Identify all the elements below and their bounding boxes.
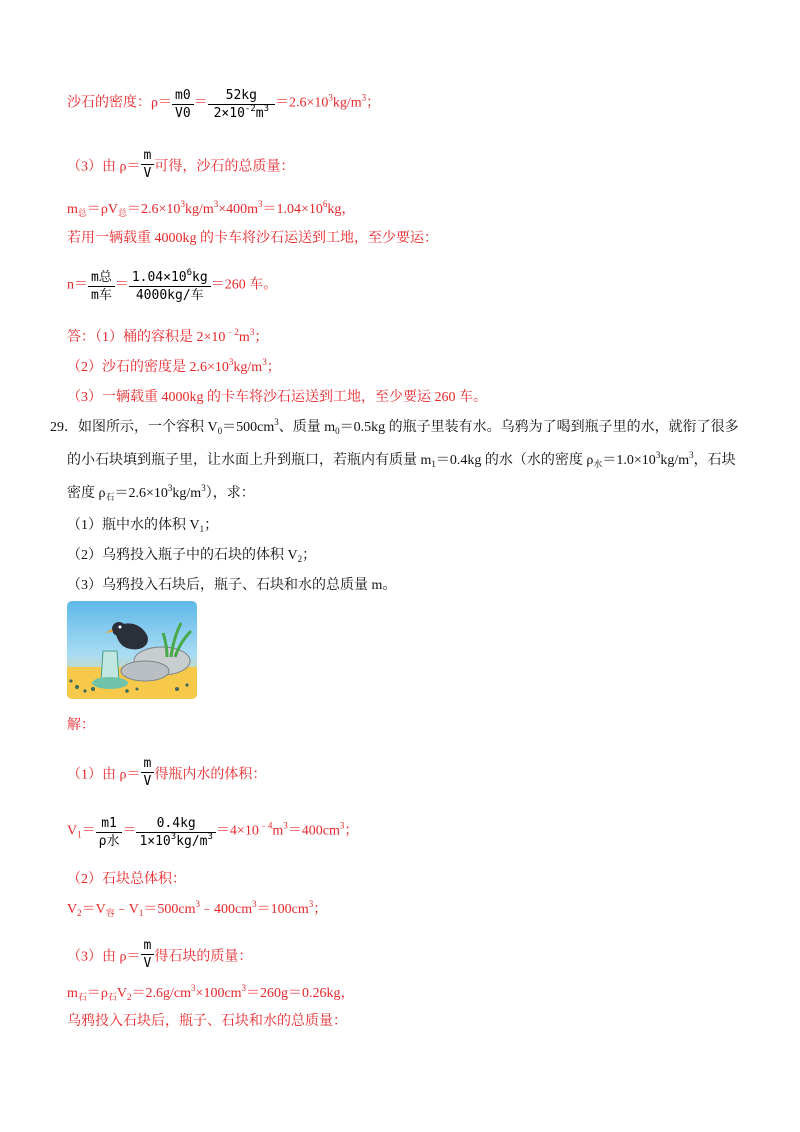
- exponent: 3: [274, 417, 279, 427]
- text: （2）乌鸦投入瓶子中的石块的体积 V: [67, 548, 298, 563]
- text: kg，: [327, 202, 356, 217]
- density-line: [67, 86, 380, 121]
- subscript: 1: [77, 829, 82, 840]
- text: kg/m: [184, 202, 214, 217]
- final-line: 乌鸦投入石块后，瓶子、石块和水的总质量：: [67, 1014, 347, 1029]
- text: ＝100cm: [256, 902, 309, 917]
- text: ＝500cm: [222, 420, 275, 435]
- fraction-denominator: 4000kg/车: [135, 288, 204, 303]
- text: 的小石块填到瓶子里，让水面上升到瓶口，若瓶内有质量 m: [67, 453, 432, 468]
- trips-line: [67, 268, 277, 303]
- crow-bottle-illustration: [67, 601, 197, 699]
- exponent: 3: [689, 450, 694, 460]
- text: m: [272, 823, 284, 839]
- subscript: 1: [431, 459, 436, 469]
- subscript: 0: [217, 426, 223, 436]
- solution-3-line: [67, 940, 252, 975]
- bottle-base: [92, 677, 128, 689]
- den-unit-exponent: 3: [263, 104, 270, 114]
- text: ；: [344, 823, 359, 839]
- text: kg/m: [172, 486, 202, 501]
- subscript: 2: [127, 992, 132, 1002]
- den-exponent: -2: [244, 104, 256, 114]
- exponent: 3: [283, 820, 288, 831]
- fraction-numerator: m: [141, 938, 155, 955]
- text: ），求：: [205, 486, 255, 501]
- exponent: 3: [252, 899, 257, 909]
- equals-sign: ＝: [114, 277, 129, 293]
- exponent: 3: [191, 983, 196, 993]
- fraction-denominator: V: [143, 166, 152, 181]
- text: 得瓶内水的体积：: [154, 767, 267, 783]
- text: ＝0.4kg 的水（水的密度 ρ: [435, 453, 594, 468]
- fraction-numerator: m: [141, 756, 155, 773]
- subscript: 容: [105, 908, 115, 918]
- subscript: 2: [297, 554, 303, 564]
- fraction-denominator: V: [143, 774, 152, 789]
- solution-label: 解：: [67, 718, 95, 733]
- fraction-numerator: [129, 270, 211, 287]
- text: V: [67, 823, 78, 839]
- text: V: [116, 986, 128, 1001]
- fraction-denominator: ρ水: [98, 834, 120, 849]
- text: ＝1.04×10: [262, 202, 323, 217]
- equals-sign: ＝: [193, 95, 208, 111]
- exponent: 3: [213, 199, 219, 209]
- exponent: 3: [262, 357, 267, 367]
- text: ＝1.0×10: [602, 453, 656, 468]
- punctuation: ；: [366, 95, 381, 111]
- step3-fraction: [141, 148, 155, 183]
- text: （1）由 ρ＝: [67, 767, 141, 783]
- trips-fraction-1: [88, 270, 115, 305]
- den-unit: kg/m: [176, 834, 208, 849]
- bottle-icon: [101, 651, 119, 681]
- fraction-numerator: m总: [88, 270, 115, 287]
- subscript: 2: [77, 908, 82, 918]
- rock-2: [121, 661, 169, 681]
- question-29-line-2: [67, 451, 736, 471]
- exponent: 3: [180, 199, 185, 209]
- subscript: 0: [335, 426, 340, 436]
- equals-sign: ＝: [81, 823, 96, 839]
- subscript: 石: [105, 492, 115, 502]
- text: ×100cm: [195, 986, 242, 1001]
- text: m: [67, 202, 78, 217]
- stone-mass-line: [67, 984, 355, 1004]
- den-base: 2×10: [213, 106, 245, 121]
- subscript: 水: [593, 459, 603, 469]
- exponent: 3: [249, 327, 255, 337]
- text: ；: [254, 330, 269, 345]
- text: ＝4×10: [215, 823, 259, 839]
- exponent: 3: [339, 820, 345, 831]
- text: ＝260g＝0.26kg，: [246, 986, 355, 1001]
- fraction-denominator: [208, 105, 275, 123]
- text: ﹣V: [114, 902, 139, 917]
- n-prefix: n＝: [67, 277, 88, 293]
- num-exponent: 6: [186, 268, 193, 278]
- step3-suffix: 可得，沙石的总质量：: [154, 159, 295, 175]
- solution-3-fraction: [141, 938, 155, 973]
- text: 得石块的质量：: [154, 949, 253, 965]
- text: 29．如图所示，一个容积 V: [50, 420, 218, 435]
- text: ＝500cm: [143, 902, 196, 917]
- fraction-numerator: 0.4kg: [136, 816, 215, 833]
- text: kg/m: [233, 360, 263, 375]
- text: 密度 ρ: [67, 486, 106, 501]
- answer-3: （3）一辆载重 4000kg 的卡车将沙石运送到工地，至少要运 260 车。: [67, 390, 487, 405]
- subscript: 总: [77, 208, 87, 218]
- text: （2）沙石的密度是 2.6×10: [67, 360, 229, 375]
- solution-1-fraction: [141, 756, 155, 791]
- density-label: 沙石的密度：ρ＝: [67, 95, 172, 111]
- den-unit-exponent: 3: [207, 832, 213, 842]
- exponent: 3: [195, 899, 200, 909]
- text: ＝V: [81, 902, 106, 917]
- exponent: 3: [167, 483, 173, 493]
- text: 答：（1）桶的容积是 2×10: [67, 330, 226, 345]
- v1-line: [67, 814, 358, 849]
- question-29-line-1: [50, 418, 739, 438]
- step3-prefix: （3）由 ρ＝: [67, 159, 141, 175]
- exponent: ﹣2: [225, 327, 239, 337]
- exponent: 3: [201, 483, 206, 493]
- subscript: 石: [107, 992, 117, 1002]
- solution-2-label: （2）石块总体积：: [67, 872, 186, 887]
- exponent: 3: [655, 450, 661, 460]
- text: ﹣400cm: [200, 902, 253, 917]
- fraction-denominator: V: [143, 956, 152, 971]
- text: ×400m: [218, 202, 259, 217]
- exponent: 3: [228, 357, 234, 367]
- text: ；: [266, 360, 281, 375]
- exponent: 6: [322, 199, 328, 209]
- step3-line: [67, 150, 294, 185]
- text: kg/m: [660, 453, 690, 468]
- n-result: ＝260 车。: [210, 277, 278, 293]
- question-29-part-1: [67, 516, 218, 536]
- text: ＝ρV: [86, 202, 119, 217]
- text: m: [67, 986, 78, 1001]
- solution-1-line: [67, 758, 266, 793]
- num-base: 1.04×10: [131, 270, 187, 285]
- text: ；: [302, 548, 317, 563]
- v2-line: [67, 900, 327, 920]
- fraction-numerator: 52kg: [208, 88, 275, 105]
- text: ；: [313, 902, 328, 917]
- num-unit: kg: [192, 270, 208, 285]
- exponent: ﹣4: [258, 820, 273, 831]
- unit: kg/m: [332, 95, 362, 111]
- text: ＝0.5kg 的瓶子里装有水。乌鸦为了喝到瓶子里的水，就衔了很多: [339, 420, 739, 435]
- question-29-line-3: [67, 484, 255, 504]
- exponent: 3: [328, 92, 333, 103]
- den-base: 1×10: [139, 834, 171, 849]
- text: （1）瓶中水的体积 V: [67, 518, 200, 533]
- truck-line: 若用一辆载重 4000kg 的卡车将沙石运送到工地，至少要运：: [67, 231, 438, 246]
- subscript: 总: [118, 208, 128, 218]
- exponent: 3: [308, 899, 314, 909]
- subscript: 1: [199, 524, 205, 534]
- fraction-denominator: m车: [91, 288, 112, 303]
- text: （3）由 ρ＝: [67, 949, 141, 965]
- trips-fraction-2: [129, 270, 211, 305]
- text: ＝2.6×10: [114, 486, 168, 501]
- text: ＝2.6g/cm: [131, 986, 192, 1001]
- question-29-part-2: [67, 546, 316, 566]
- crow-eye-icon: [119, 626, 122, 629]
- subscript: 石: [77, 992, 87, 1002]
- answer-2: [67, 358, 281, 378]
- exponent: 3: [361, 92, 367, 103]
- fraction-numerator: m: [141, 148, 155, 165]
- density-result: ＝2.6×10: [274, 95, 329, 111]
- fraction-denominator: [136, 833, 215, 851]
- fraction-denominator: V0: [175, 106, 191, 121]
- exponent: 3: [258, 199, 263, 209]
- v1-fraction-2: [136, 816, 215, 851]
- subscript: 1: [138, 908, 144, 918]
- text: ＝ρ: [86, 986, 108, 1001]
- fraction-numerator: m1: [96, 816, 123, 833]
- text: m: [238, 330, 250, 345]
- answer-1: [67, 328, 268, 348]
- text: 、质量 m: [278, 420, 336, 435]
- crow-head-icon: [112, 622, 126, 636]
- exponent: 3: [241, 983, 247, 993]
- den-unit: m: [255, 106, 264, 121]
- text: ；: [204, 518, 219, 533]
- question-29-part-3: （3）乌鸦投入石块后，瓶子、石块和水的总质量 m。: [67, 578, 397, 593]
- den-exponent: 3: [170, 832, 177, 842]
- density-fraction-2: [208, 88, 275, 123]
- equals-sign: ＝: [122, 823, 137, 839]
- density-fraction-1: [172, 88, 194, 123]
- text: ＝2.6×10: [127, 202, 181, 217]
- mass-total-line: [67, 200, 355, 220]
- text: ＝400cm: [287, 823, 340, 839]
- crow-illustration-svg: [67, 601, 197, 699]
- text: ，石块: [693, 453, 736, 468]
- text: V: [67, 902, 78, 917]
- v1-fraction-1: [96, 816, 123, 851]
- fraction-numerator: m0: [172, 88, 194, 105]
